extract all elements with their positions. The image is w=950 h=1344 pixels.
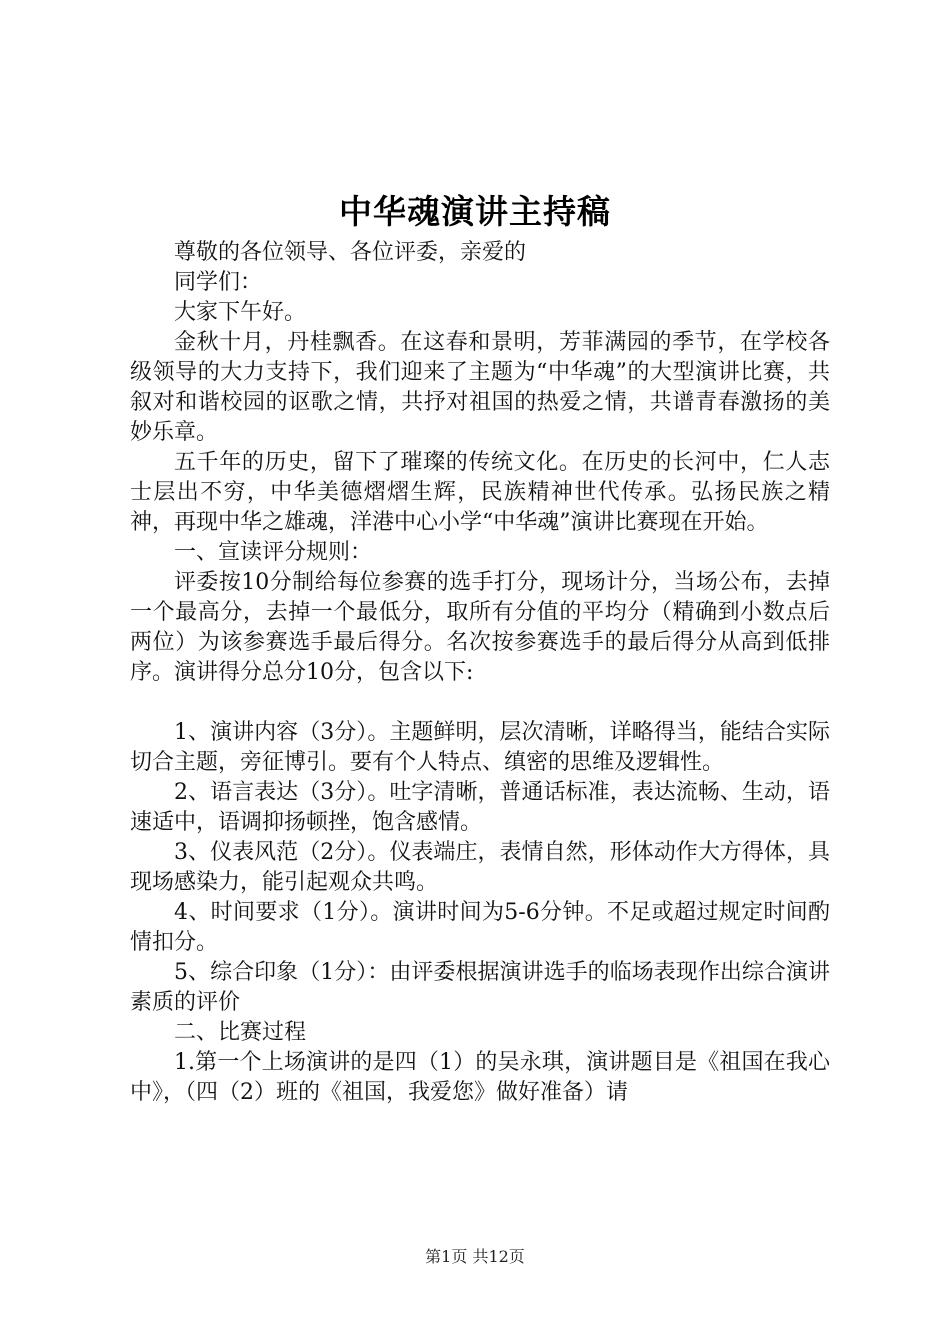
paragraph-scoring-rules: 评委按10分制给每位参赛的选手打分，现场计分，当场公布，去掉一个最高分，去掉一个最低分，取所有分值的平均分（精确到小数点后两位）为该参赛选手最后得分。名次按参赛选手的最后得分从高到低排序。演讲得分总分10分，包含以下:	[130, 570, 830, 685]
paragraph-opening: 金秋十月，丹桂飘香。在这春和景明，芳菲满园的季节，在学校各级领导的大力支持下，我们迎来了主题为“中华魂”的大型演讲比赛，共叙对和谐校园的讴歌之情，共抒对祖国的热爱之情，共谱青春激扬的美妙乐章。	[130, 330, 830, 445]
rule-item-content: 1、演讲内容（3分）。主题鲜明，层次清晰，详略得当，能结合实际切合主题，旁征博引。要有个人特点、缜密的思维及逻辑性。	[130, 720, 830, 775]
salutation-line-1: 尊敬的各位领导、各位评委，亲爱的	[174, 240, 527, 265]
paragraph-first-contestant: 1.第一个上场演讲的是四（1）的吴永琪，演讲题目是《祖国在我心中》，（四（2）班的《祖国，我爱您》做好准备）请	[130, 1050, 830, 1105]
salutation-line-2: 同学们：	[174, 270, 263, 295]
paragraph-history: 五千年的历史，留下了璀璨的传统文化。在历史的长河中，仁人志士层出不穷，中华美德熠熠生辉，民族精神世代传承。弘扬民族之精神，再现中华之雄魂，洋港中心小学“中华魂”演讲比赛现在开始。	[130, 450, 830, 535]
rule-item-impression: 5、综合印象（1分）：由评委根据演讲选手的临场表现作出综合演讲素质的评价	[130, 960, 830, 1015]
rule-item-time: 4、时间要求（1分）。演讲时间为5-6分钟。不足或超过规定时间酌情扣分。	[130, 900, 830, 955]
rule-item-language: 2、语言表达（3分）。吐字清晰，普通话标准，表达流畅、生动，语速适中，语调抑扬顿挫，饱含感情。	[130, 780, 830, 835]
page-footer: 第1页 共12页	[425, 1247, 525, 1266]
section-heading-process: 二、比赛过程	[174, 1020, 307, 1045]
document-title: 中华魂演讲主持稿	[339, 192, 611, 231]
greeting: 大家下午好。	[174, 300, 307, 325]
section-heading-rules: 一、宣读评分规则：	[174, 540, 373, 565]
document-body	[130, 238, 830, 1108]
rule-item-appearance: 3、仪表风范（2分）。仪表端庄，表情自然，形体动作大方得体，具现场感染力，能引起观众共鸣。	[130, 840, 830, 895]
